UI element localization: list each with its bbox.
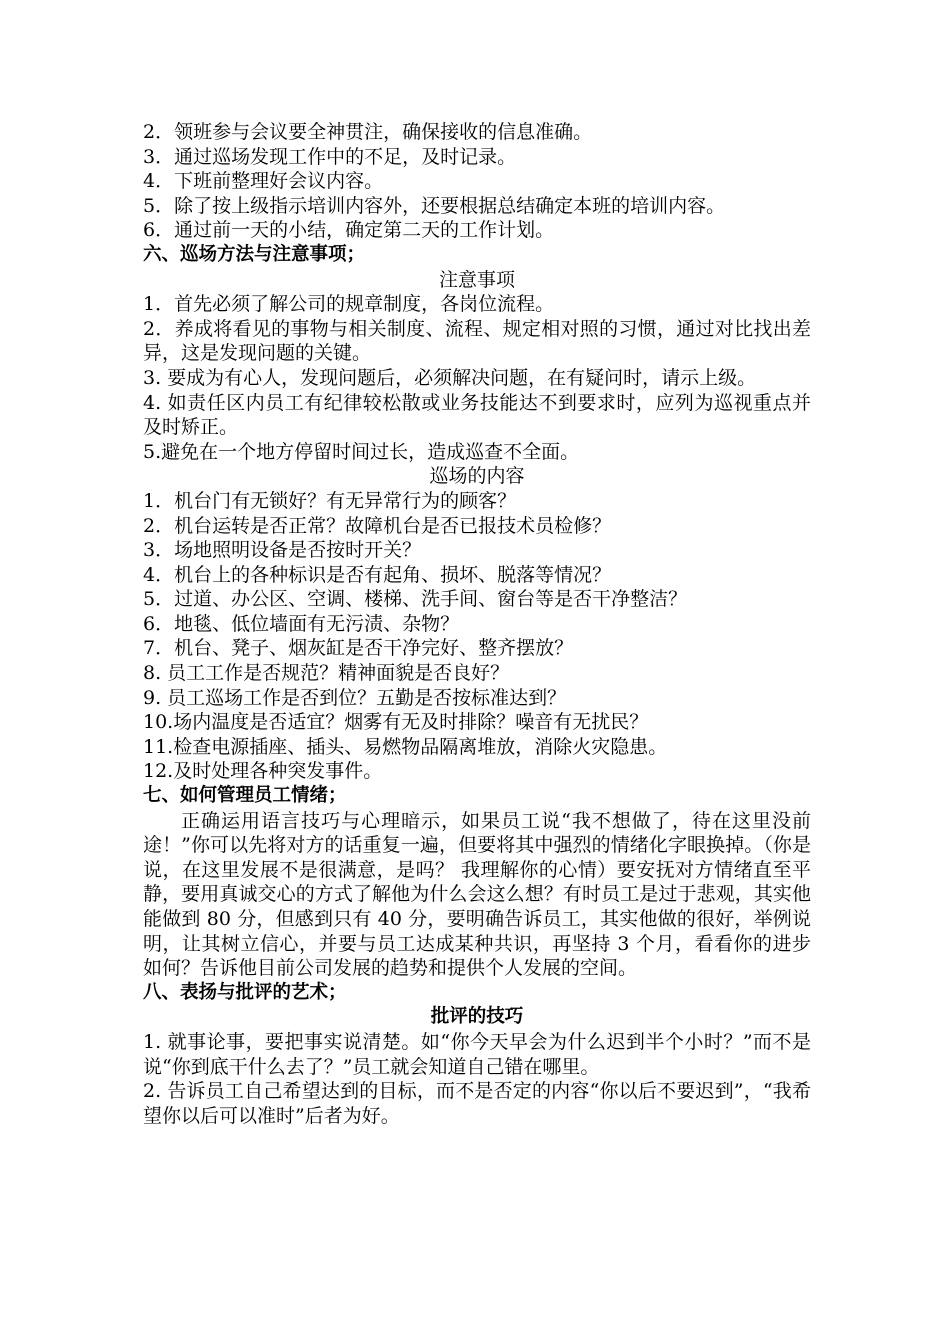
- list-item: 8. 员工工作是否规范？精神面貌是否良好？: [143, 662, 510, 685]
- list-item: 5．除了按上级指示培训内容外，还要根据总结确定本班的培训内容。: [143, 194, 726, 217]
- list-item: 3. 要成为有心人，发现问题后，必须解决问题，在有疑问时，请示上级。: [143, 366, 757, 389]
- list-item: 1. 就事论事，要把事实说清楚。如“你今天早会为什么迟到半个小时？”而不是说“你到底干什么去了？”员工就会知道自己错在哪里。: [143, 1030, 811, 1078]
- list-item: 4．下班前整理好会议内容。: [143, 170, 384, 193]
- list-item: 2．领班参与会议要全神贯注，确保接收的信息准确。: [143, 121, 593, 143]
- list-item: 11.检查电源插座、插头、易燃物品隔离堆放，消除火灾隐患。: [143, 735, 668, 758]
- list-item: 2．养成将看见的事物与相关制度、流程、规定相对照的习惯，通过对比找出差异，这是发现问题的关键。: [143, 317, 811, 365]
- list-item: 4. 如责任区内员工有纪律较松散或业务技能达不到要求时，应列为巡视重点并及时矫正。: [143, 391, 811, 439]
- list-item: 4．机台上的各种标识是否有起角、损坏、脱落等情况？: [143, 563, 612, 586]
- list-item: 6．地毯、低位墙面有无污渍、杂物？: [143, 612, 460, 635]
- section-heading: 八、表扬与批评的艺术；: [143, 981, 347, 1003]
- list-item: 2. 告诉员工自己希望达到的目标，而不是否定的内容“你以后不要迟到”，“我希望你以后可以准时”后者为好。: [143, 1080, 811, 1127]
- list-item: 9. 员工巡场工作是否到位？五勤是否按标准达到？: [143, 686, 567, 709]
- list-item: 1．首先必须了解公司的规章制度，各岗位流程。: [143, 293, 555, 316]
- section-heading: 六、巡场方法与注意事项；: [143, 243, 366, 265]
- list-item: 5.避免在一个地方停留时间过长，造成巡查不全面。: [143, 440, 580, 463]
- list-item: 3．场地照明设备是否按时开关？: [143, 539, 422, 562]
- list-item: 5．过道、办公区、空调、楼梯、洗手间、窗台等是否干净整洁？: [143, 588, 688, 611]
- subheading: 注意事项: [438, 268, 515, 291]
- list-item: 1．机台门有无锁好？有无异常行为的顾客？: [143, 489, 517, 512]
- list-item: 3．通过巡场发现工作中的不足，及时记录。: [143, 145, 517, 168]
- list-item: 7．机台、凳子、烟灰缸是否干净完好、整齐摆放？: [143, 637, 574, 660]
- document-page: [143, 120, 811, 1128]
- list-item: 12.及时处理各种突发事件。: [143, 760, 383, 783]
- body-paragraph: 正确运用语言技巧与心理暗示，如果员工说“我不想做了，待在这里没前途！”你可以先将对方的话重复一遍，但要将其中强烈的情绪化字眼换掉。（你是说，在这里发展不是很满意，是吗？ 我理解你的心情）要安抚对方情绪直至平静，要用真诚交心的方式了解他为什么会这么想？有时员工是过于悲观，其实他能做到 80 分，但感到只有 40 分，要明确告诉员工，其实他做的很好，举例说明，让其树立信心，并要与员工达成某种共识，再坚持 3 个月，看看你的进步如何？告诉他目前公司发展的趋势和提供个人发展的空间。: [143, 809, 811, 980]
- section-heading: 七、如何管理员工情绪；: [143, 785, 347, 807]
- list-item: 6．通过前一天的小结，确定第二天的工作计划。: [143, 219, 555, 242]
- list-item: 10.场内温度是否适宜？烟雾有无及时排除？噪音有无扰民？: [143, 711, 649, 734]
- subheading: 批评的技巧: [430, 1006, 524, 1028]
- list-item: 2．机台运转是否正常？故障机台是否已报技术员检修？: [143, 514, 612, 537]
- subheading: 巡场的内容: [429, 465, 525, 488]
